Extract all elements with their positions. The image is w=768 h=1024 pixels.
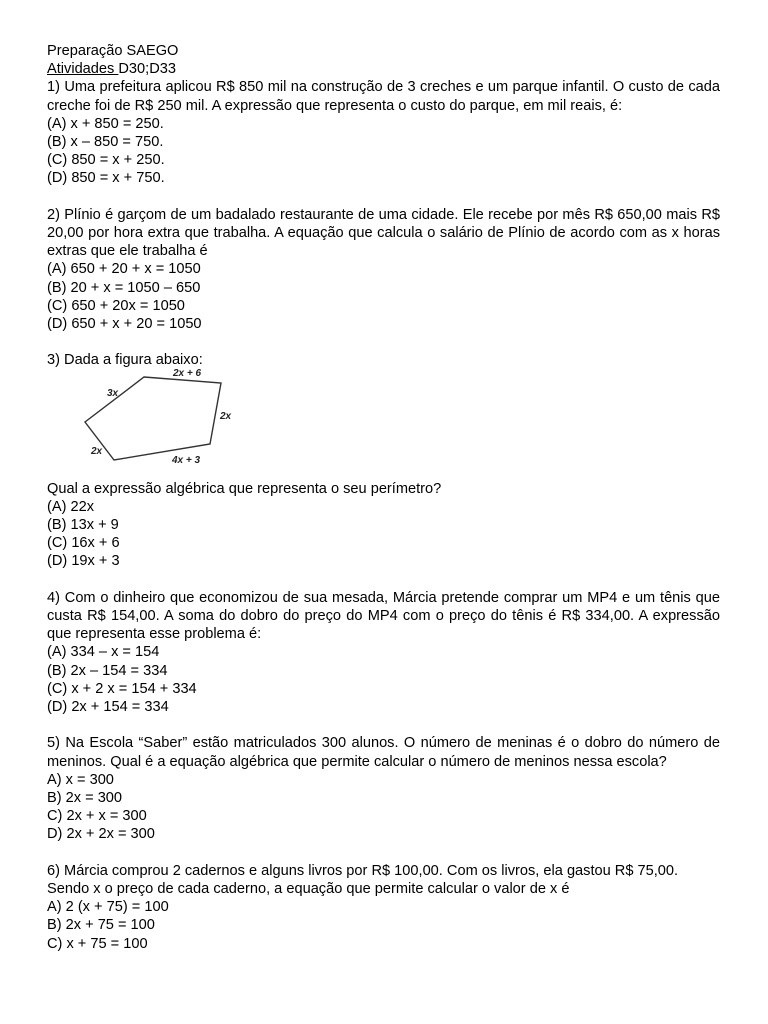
question-3-option-a: (A) 22x: [47, 498, 95, 515]
label-right: 2x: [220, 410, 232, 422]
question-2-option-b: (B) 20 + x = 1050 – 650: [47, 279, 201, 296]
question-2-text: 2) Plínio é garçom de um badalado restaurante de uma cidade. Ele recebe por mês R$ 650,00 mais R$ 20,00 por hora extra que trabalha. A equação que calcula o salário de Plínio de acordo com as x horas extras que ele trabalha é: [47, 206, 720, 260]
spacer: [47, 188, 720, 206]
question-3-intro: 3) Dada a figura abaixo:: [47, 352, 203, 369]
label-bottom: 4x + 3: [172, 454, 201, 466]
question-5-option-b: B) 2x = 300: [47, 790, 123, 807]
question-1-option-c: (C) 850 = x + 250.: [47, 152, 165, 169]
question-1-text: 1) Uma prefeitura aplicou R$ 850 mil na construção de 3 creches e um parque infantil. O custo de cada creche foi de R$ 250 mil. A expressão que representa o custo do parque, em mil reais, é:: [47, 79, 720, 114]
subtitle-underlined: Atividades: [47, 61, 119, 78]
question-3-option-d: (D) 19x + 3: [47, 553, 120, 570]
label-upper-left: 3x: [107, 387, 119, 399]
question-6-option-a: A) 2 (x + 75) = 100: [47, 899, 169, 916]
question-4-option-a: (A) 334 – x = 154: [47, 644, 160, 661]
label-lower-left: 2x: [91, 445, 103, 457]
question-5-option-a: A) x = 300: [47, 771, 114, 788]
question-5-option-c: C) 2x + x = 300: [47, 808, 147, 825]
question-6-text-line-2: Sendo x o preço de cada caderno, a equação que permite calcular o valor de x é: [47, 881, 570, 898]
question-3-option-b: (B) 13x + 9: [47, 517, 119, 534]
question-5-option-d: D) 2x + 2x = 300: [47, 826, 155, 843]
question-1-option-b: (B) x – 850 = 750.: [47, 134, 164, 151]
document-title: Preparação SAEGO: [47, 43, 179, 59]
question-6-text-line-1: 6) Márcia comprou 2 cadernos e alguns livros por R$ 100,00. Com os livros, ela gastou R$ 75,00.: [47, 862, 679, 879]
question-6-option-c: C) x + 75 = 100: [47, 935, 148, 952]
spacer: [47, 571, 720, 589]
question-2-option-c: (C) 650 + 20x = 1050: [47, 297, 185, 314]
question-4-option-c: (C) x + 2 x = 154 + 334: [47, 680, 197, 697]
question-5-text: 5) Na Escola “Saber” estão matriculados 300 alunos. O número de meninas é o dobro do número de meninos. Qual é a equação algébrica que permite calcular o número de meninos nessa escola?: [47, 735, 720, 770]
subtitle-rest: D30;D33: [118, 61, 176, 78]
document-subtitle: [47, 60, 720, 78]
spacer: [47, 716, 720, 734]
question-4-option-d: (D) 2x + 154 = 334: [47, 699, 169, 716]
question-6-option-b: B) 2x + 75 = 100: [47, 917, 155, 934]
label-top: 2x + 6: [173, 367, 202, 379]
document-page: [47, 42, 720, 953]
question-1-option-d: (D) 850 = x + 750.: [47, 170, 165, 187]
spacer: [47, 333, 720, 351]
question-3-text: Qual a expressão algébrica que representa o seu perímetro?: [47, 480, 442, 497]
spacer: [47, 844, 720, 862]
question-2-option-a: (A) 650 + 20 + x = 1050: [47, 261, 201, 278]
question-4-option-b: (B) 2x – 154 = 334: [47, 662, 168, 679]
pentagon-shape: [85, 377, 221, 460]
question-4-text: 4) Com o dinheiro que economizou de sua mesada, Márcia pretende comprar um MP4 e um tênis que custa R$ 154,00. A soma do dobro do preço do MP4 com o preço do tênis é R$ 334,00. A expressão que representa esse problema é:: [47, 589, 720, 643]
question-2-option-d: (D) 650 + x + 20 = 1050: [47, 316, 202, 333]
pentagon-figure: [47, 367, 720, 480]
question-1-option-a: (A) x + 850 = 250.: [47, 115, 164, 132]
pentagon-diagram: [77, 367, 237, 480]
question-3-option-c: (C) 16x + 6: [47, 535, 120, 552]
